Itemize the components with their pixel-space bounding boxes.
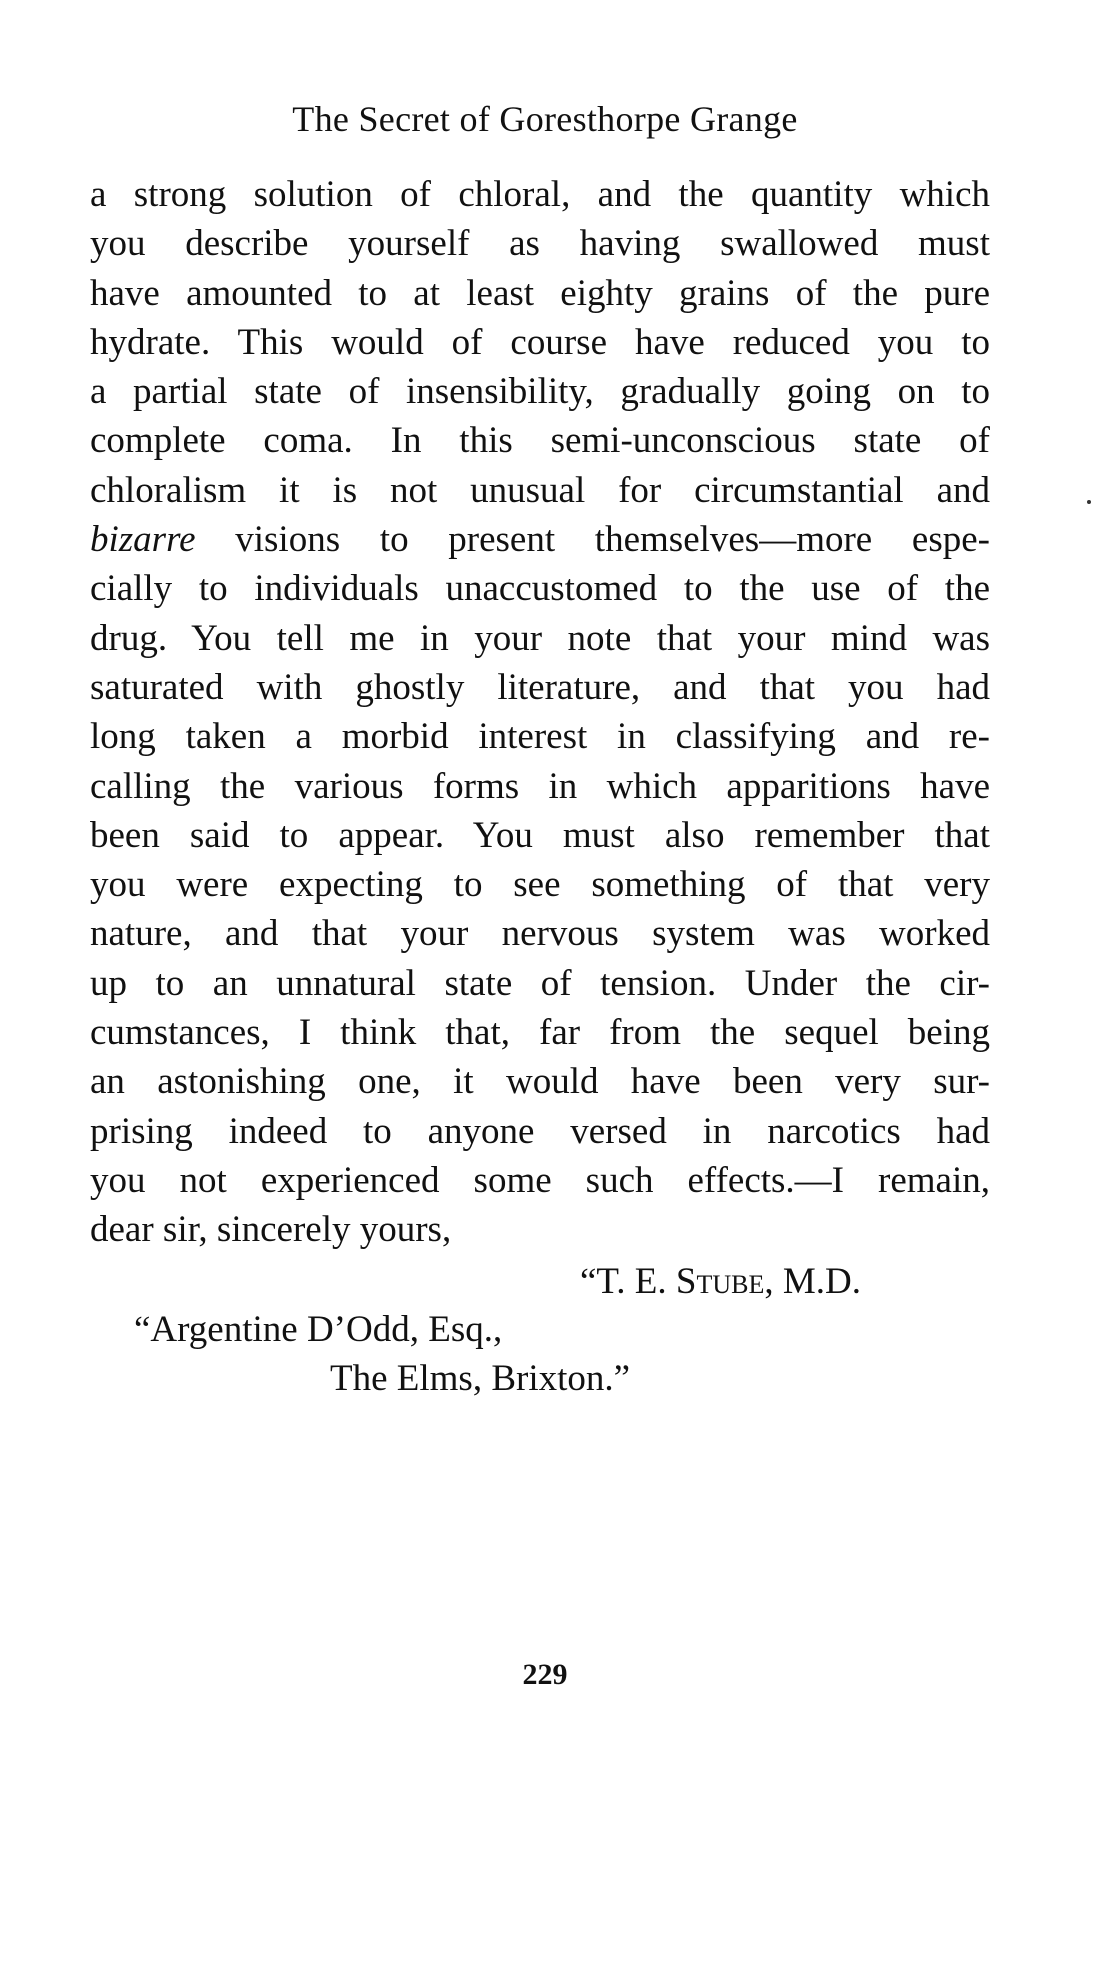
text-line: been said to appear. You must also remember that: [90, 814, 990, 856]
signature-surname: Stube: [675, 1261, 765, 1302]
text-line: have amounted to at least eighty grains of the pure: [90, 272, 990, 314]
text-line: a partial state of insensibility, gradually going on to: [90, 371, 990, 413]
text-line: prising indeed to anyone versed in narcotics had: [90, 1110, 990, 1152]
signature-prefix: “T. E.: [580, 1261, 676, 1302]
text-line: hydrate. This would of course have reduced you to: [90, 321, 990, 363]
address-line-2: The Elms, Brixton.”: [330, 1358, 631, 1399]
text-line: saturated with ghostly literature, and that you had: [90, 666, 990, 708]
italic-word: bizarre: [90, 519, 196, 561]
text-line: chloralism it is not unusual for circumstantial and: [90, 469, 990, 511]
body-paragraph: [90, 170, 990, 1255]
running-head: The Secret of Goresthorpe Grange: [292, 99, 798, 139]
text-line-closing: dear sir, sincerely yours,: [90, 1209, 452, 1251]
signature-suffix: , M.D.: [764, 1261, 861, 1302]
ink-speck: [1087, 500, 1091, 504]
text-line: a strong solution of chloral, and the quantity which: [90, 174, 990, 215]
address-line-1: “Argentine D’Odd, Esq.,: [134, 1309, 503, 1350]
text-line: calling the various forms in which apparitions have: [90, 765, 990, 807]
text-line: complete coma. In this semi-unconscious state of: [90, 420, 990, 462]
text-line: drug. You tell me in your note that your mind was: [90, 617, 990, 659]
text-line: you describe yourself as having swallowed must: [90, 223, 990, 265]
text-line: long taken a morbid interest in classifying and re-: [90, 716, 990, 758]
page-number: 229: [522, 1658, 568, 1691]
text-line: an astonishing one, it would have been very sur-: [90, 1061, 990, 1103]
text-line: you not experienced some such effects.—I remain,: [90, 1159, 990, 1201]
text-line: cumstances, I think that, far from the sequel being: [90, 1012, 990, 1054]
text-line-rest: visions to present themselves—more espe-: [235, 519, 990, 561]
text-line: cially to individuals unaccustomed to the use of the: [90, 568, 990, 610]
text-line: you were expecting to see something of that very: [90, 864, 990, 906]
text-line-with-italic: [90, 515, 990, 564]
text-line: up to an unnatural state of tension. Under the cir-: [90, 962, 990, 1004]
signature: [580, 1260, 861, 1303]
text-line: nature, and that your nervous system was worked: [90, 913, 990, 955]
